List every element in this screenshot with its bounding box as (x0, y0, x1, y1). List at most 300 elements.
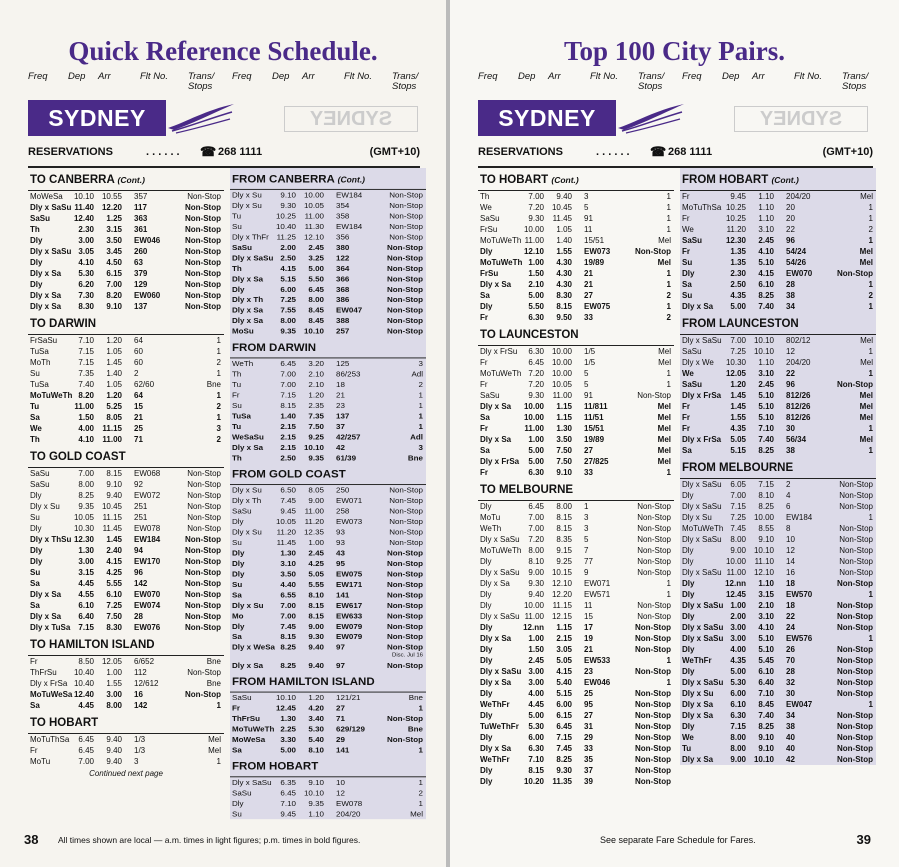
stops: Mel (657, 258, 671, 267)
route-section (28, 711, 224, 778)
flight-row (478, 202, 674, 213)
arr-time: 11.20 (304, 517, 324, 526)
freq: MoTuWeTh (480, 546, 522, 555)
stops: Non-Stop (637, 513, 671, 522)
phone-number: 268 1111 (668, 146, 713, 158)
flight-row (230, 703, 426, 713)
flight-number: 96 (134, 568, 143, 577)
freq: Dly (480, 766, 493, 775)
flight-number: 11/51 (584, 413, 604, 422)
stops: Non-Stop (387, 661, 423, 670)
dep-time: 8.00 (280, 316, 296, 326)
freq: Fr (682, 247, 690, 256)
arr-time: 5.30 (308, 724, 324, 734)
flight-row (28, 346, 224, 357)
arr-time: 8.35 (556, 535, 572, 544)
flight-row (230, 432, 426, 442)
flight-number: 258 (336, 506, 350, 516)
freq: Sa (30, 413, 40, 422)
route-section (680, 168, 876, 312)
flight-row (478, 357, 674, 368)
dep-time: 11.45 (276, 538, 296, 547)
flight-number: 31 (584, 722, 593, 731)
arr-time: 8.15 (308, 611, 324, 621)
stops: 1 (666, 380, 671, 389)
stops: Non-Stop (185, 568, 221, 577)
arr-time: 1.25 (106, 214, 122, 223)
stops: Non-Stop (637, 502, 671, 511)
dep-time: 6.35 (280, 778, 296, 787)
freq: MoWeSa (232, 735, 266, 744)
arr-time: 7.45 (556, 744, 572, 753)
stops: 1 (868, 214, 873, 223)
flight-row (28, 512, 224, 523)
flight-number: 28 (786, 280, 795, 289)
freq: Dly x Sa (30, 269, 62, 278)
stops: Non-Stop (387, 632, 423, 642)
stops: 1 (666, 214, 671, 223)
dep-time: 8.00 (78, 480, 94, 489)
flight-row (230, 693, 426, 703)
dep-time: 5.30 (78, 269, 94, 278)
freq: WeThFr (480, 755, 510, 764)
route-title (680, 456, 876, 479)
flight-number: 54/26 (786, 258, 807, 267)
flight-number: 21 (134, 413, 143, 422)
stops: Non-Stop (185, 546, 221, 555)
stops: 2 (666, 291, 671, 300)
flight-row (478, 534, 674, 545)
footer-note: All times shown are local — a.m. times in light figures; p.m. times in bold figures. (58, 835, 361, 845)
stops: Non-Stop (185, 203, 221, 212)
flight-row (28, 578, 224, 589)
flight-number: 14 (786, 557, 795, 566)
arr-time: 10.10 (753, 755, 774, 764)
dep-time: 6.00 (730, 689, 746, 698)
flight-row (28, 756, 224, 767)
flight-number: 18 (786, 579, 795, 588)
stops: 1 (666, 203, 671, 212)
dep-time: 7.20 (528, 203, 544, 212)
flight-row (28, 379, 224, 390)
flight-number: 27 (584, 291, 593, 300)
flight-row (230, 642, 426, 652)
arr-time: 9.10 (758, 535, 774, 544)
dep-time: 9.45 (730, 192, 746, 201)
header-arr: Arr (752, 71, 765, 82)
arr-time: 10.10 (303, 443, 324, 452)
arr-time: 7.40 (758, 302, 774, 311)
flight-number: 54/24 (786, 247, 807, 256)
arr-time: 8.00 (106, 701, 122, 710)
arr-time: 1.10 (758, 192, 774, 201)
flight-row (478, 191, 674, 202)
dep-time: 3.00 (528, 667, 544, 676)
flight-row (230, 660, 426, 670)
freq: We (480, 203, 492, 212)
route-title-text: TO MELBOURNE (480, 484, 574, 496)
dep-time: 1.30 (280, 714, 296, 724)
stops: Non-Stop (837, 612, 873, 621)
arr-time: 6.10 (106, 590, 122, 599)
flight-number: EW633 (336, 611, 363, 621)
route-title-text: FROM HOBART (682, 174, 769, 186)
flight-number: EW079 (336, 632, 363, 642)
arr-time: 1.45 (106, 358, 122, 367)
flight-number: 63 (134, 258, 143, 267)
dep-time: 7.45 (730, 524, 746, 533)
stops: Non-Stop (837, 755, 873, 764)
reservations-line (28, 146, 420, 164)
arr-time: 9.25 (556, 557, 572, 566)
arr-time: 9.40 (308, 643, 324, 652)
flight-row (478, 368, 674, 379)
flight-number: 33 (584, 468, 593, 477)
freq: Dly x Su (232, 201, 262, 210)
arr-time: 11.10 (754, 557, 774, 566)
flight-number: 96 (786, 236, 795, 245)
flight-number: 21 (584, 280, 593, 289)
route-title-text: TO LAUNCESTON (480, 329, 579, 341)
header-flt: Flt No. (344, 71, 372, 82)
flight-row (230, 537, 426, 547)
arr-time: 10.45 (551, 203, 572, 212)
flight-row (478, 445, 674, 456)
arr-time: 12.20 (551, 590, 572, 599)
left-page (0, 0, 446, 867)
dep-time: 10.00 (523, 402, 544, 411)
freq: Tu (30, 402, 40, 411)
stops: Non-Stop (187, 513, 221, 522)
flight-number: 60 (134, 358, 143, 367)
freq: Tu (232, 380, 242, 389)
flight-number: 28 (134, 612, 143, 621)
route-section (230, 463, 426, 671)
stops: Bne (206, 380, 221, 389)
flight-number: 10 (336, 778, 345, 787)
freq: Dly x SaSu (480, 568, 520, 577)
freq: Dly (682, 722, 695, 731)
flight-number: 77 (584, 557, 593, 566)
flight-row (28, 290, 224, 301)
stops: 1 (418, 703, 423, 713)
arr-time: 5.10 (758, 413, 774, 422)
flight-number: 18 (336, 380, 345, 389)
flight-row (28, 412, 224, 423)
dep-time: 2.15 (280, 422, 296, 431)
freq: Dly x SaSu (682, 623, 724, 632)
dep-time: 9.30 (528, 214, 544, 223)
arr-time: 5.45 (758, 656, 774, 665)
flight-number: 33 (584, 744, 593, 753)
arr-time: 4.15 (556, 667, 572, 676)
freq: Dly x Sa (30, 612, 62, 621)
dep-time: 7.15 (78, 358, 94, 367)
stops: Non-Stop (187, 502, 221, 511)
dep-time: 1.00 (730, 601, 746, 610)
flight-row (680, 257, 876, 268)
flight-number: 34 (786, 302, 795, 311)
flight-row (680, 633, 876, 644)
flight-number: 21 (584, 645, 593, 654)
freq: Dly x SaSu (30, 247, 72, 256)
arr-time: 4.25 (308, 559, 324, 568)
flight-row (28, 257, 224, 268)
flight-number: 26 (786, 645, 795, 654)
dep-time: 8.15 (280, 401, 296, 410)
right-page (450, 0, 899, 867)
arr-time: 8.10 (308, 745, 324, 755)
arr-time: 10.00 (551, 358, 572, 367)
stops: Non-Stop (839, 480, 873, 489)
flight-row (28, 556, 224, 567)
arr-time: 8.25 (758, 291, 774, 300)
stops: Non-Stop (185, 690, 221, 699)
dep-time: 3.00 (78, 236, 94, 245)
flight-number: 12 (336, 788, 345, 798)
freq: MoTu (480, 513, 501, 522)
flight-number: 61/39 (336, 453, 357, 463)
dep-time: 10.10 (73, 192, 94, 201)
flight-row (680, 301, 876, 312)
stops: Non-Stop (185, 590, 221, 599)
stops: Non-Stop (635, 700, 671, 709)
stops: 1 (216, 701, 221, 710)
stops: Non-Stop (839, 524, 873, 533)
stops: 1 (666, 468, 671, 477)
flight-row (478, 688, 674, 699)
stops: Non-Stop (837, 269, 873, 278)
dep-time: 9.30 (528, 391, 544, 400)
flight-row (680, 545, 876, 556)
arr-time: 8.10 (308, 590, 324, 600)
flight-number: 94 (134, 546, 143, 555)
page-number: 39 (856, 832, 871, 847)
flight-row (28, 622, 224, 633)
freq: Fr (480, 380, 488, 389)
dep-time: 6.45 (528, 358, 544, 367)
flight-number: 15/51 (584, 424, 605, 433)
flight-row (680, 578, 876, 589)
stops: Non-Stop (389, 211, 423, 221)
route-section (230, 755, 426, 819)
route-section (28, 633, 224, 711)
flight-row (230, 745, 426, 755)
arr-time: 1.15 (556, 623, 572, 632)
flight-row (230, 611, 426, 621)
arr-time: 6.15 (106, 269, 122, 278)
freq: Dly (682, 557, 694, 566)
flight-row (680, 390, 876, 401)
flight-number: EW078 (134, 524, 161, 533)
flight-row (28, 390, 224, 401)
stops: Non-Stop (837, 380, 873, 389)
route-section (680, 312, 876, 456)
flight-row (230, 506, 426, 516)
flight-row (680, 600, 876, 611)
stops: Non-Stop (635, 766, 671, 775)
flight-number: 97 (336, 661, 345, 670)
flight-number: 40 (786, 733, 795, 742)
stops: Mel (859, 391, 873, 400)
dep-time: 2.50 (280, 253, 296, 263)
reservations-line (478, 146, 873, 164)
flight-number: EW073 (336, 517, 363, 526)
flight-row (28, 745, 224, 756)
flight-row (478, 312, 674, 323)
freq: ThFrSu (232, 714, 260, 724)
stops: 1 (666, 192, 671, 201)
dep-time: 8.50 (78, 657, 94, 666)
freq: Th (232, 453, 242, 463)
freq: Dly (682, 590, 695, 599)
stops: 2 (868, 291, 873, 300)
arr-time: 1.05 (106, 347, 122, 356)
dep-time: 1.30 (78, 546, 94, 555)
flight-row (28, 279, 224, 290)
arr-time: 12.20 (101, 203, 122, 212)
stops: 1 (666, 269, 671, 278)
wing-logo-icon (616, 102, 686, 134)
arr-time: 7.10 (758, 689, 774, 698)
dep-time: 7.55 (280, 306, 296, 315)
freq: Fr (480, 424, 488, 433)
flight-number: 16 (786, 568, 795, 577)
flight-row (680, 512, 876, 523)
stops: Non-Stop (185, 247, 221, 256)
stops: 1 (868, 446, 873, 455)
flight-row (230, 221, 426, 231)
dep-time: 6.05 (730, 480, 746, 489)
arr-time: 1.20 (106, 336, 122, 345)
stops: Non-Stop (387, 316, 423, 326)
arr-time: 3.50 (106, 236, 122, 245)
arr-time: 2.10 (758, 601, 774, 610)
flight-number: 39 (584, 777, 593, 786)
flight-number: 3 (134, 757, 139, 766)
dep-time: 3.00 (528, 678, 544, 687)
dep-time: 7.00 (78, 469, 94, 478)
flight-number: 60 (134, 347, 143, 356)
header-dep: Dep (722, 71, 740, 82)
stops: Non-Stop (389, 506, 423, 516)
header-flt: Flt No. (590, 71, 618, 82)
dep-time: 11.00 (74, 402, 94, 411)
dep-time: 4.45 (528, 700, 544, 709)
stops: Non-Stop (839, 502, 873, 511)
dep-time: 8.10 (528, 557, 544, 566)
arr-time: 1.10 (758, 358, 774, 367)
stops: Non-Stop (185, 280, 221, 289)
flight-row (478, 776, 674, 787)
stops: Non-Stop (635, 623, 671, 632)
stops: 1 (868, 347, 873, 356)
dep-time: 7.15 (78, 347, 94, 356)
stops: Non-Stop (637, 546, 671, 555)
stops: Non-Stop (839, 491, 873, 500)
stops: Non-Stop (839, 546, 873, 555)
arr-time: 8.30 (106, 623, 122, 632)
arr-time: 11.30 (304, 222, 324, 231)
dep-time: 1.50 (528, 645, 544, 654)
city-banner (28, 100, 420, 136)
freq: Fr (682, 424, 690, 433)
disc-note: Disc. Jul 16 (391, 652, 423, 659)
stops: 1 (666, 225, 671, 234)
dep-time: 7.00 (730, 336, 746, 345)
flight-number: 71 (336, 714, 345, 724)
dep-time: 2.00 (730, 612, 746, 621)
stops: Non-Stop (839, 568, 873, 577)
freq: Dly (480, 711, 493, 720)
dep-time: 3.30 (280, 735, 296, 744)
freq: Dly x Sa (480, 402, 512, 411)
stops: Non-Stop (389, 538, 423, 547)
freq: Dly x SaSu (682, 480, 722, 489)
flight-row (28, 423, 224, 434)
dep-time: 5.00 (730, 667, 746, 676)
flight-row (478, 434, 674, 445)
flight-number: 37 (336, 422, 345, 431)
flight-number: 1/3 (134, 746, 146, 755)
flight-row (680, 268, 876, 279)
arr-time: 3.10 (758, 369, 774, 378)
dep-time: 6.10 (78, 601, 94, 610)
stops: Non-Stop (635, 722, 671, 731)
dep-time: 3.05 (78, 247, 94, 256)
stops: Non-Stop (389, 496, 423, 506)
route-title-text: TO GOLD COAST (30, 451, 126, 463)
flight-number: 3 (584, 192, 589, 201)
flight-number: EW171 (336, 580, 363, 589)
flight-row (28, 301, 224, 312)
flight-number: 37 (584, 766, 593, 775)
flight-number: 25 (584, 689, 593, 698)
flight-row (680, 279, 876, 290)
freq: Dly x Sa (232, 661, 264, 670)
flight-row (478, 290, 674, 301)
freq: Sa (682, 280, 692, 289)
flight-number: 70 (786, 656, 795, 665)
freq: MoWeSa (30, 192, 63, 201)
flight-row (230, 326, 426, 336)
stops: Non-Stop (837, 744, 873, 753)
flight-row (28, 567, 224, 578)
stops: Non-Stop (389, 232, 423, 242)
arr-time: 6.40 (758, 678, 774, 687)
freq: Sa (480, 413, 490, 422)
flight-row (230, 713, 426, 723)
flight-row (478, 467, 674, 478)
flight-row (478, 600, 674, 611)
stops: 2 (868, 225, 873, 234)
dep-time: 11.25 (276, 232, 296, 242)
dep-time: 7.30 (78, 291, 94, 300)
arr-time: 1.15 (556, 402, 572, 411)
freq: Dly x Sa (232, 443, 264, 452)
dep-time: 2.30 (78, 225, 94, 234)
dep-time: 7.20 (528, 369, 544, 378)
arr-time: 7.10 (758, 424, 774, 433)
freq: WeSaSu (232, 432, 264, 442)
flight-number: 21 (336, 390, 345, 400)
stops: Non-Stop (387, 714, 423, 724)
freq: Dly x SaSu (232, 253, 274, 263)
freq: Su (232, 580, 243, 589)
arr-time: 11.00 (552, 391, 572, 400)
flight-number: EW068 (134, 469, 161, 478)
stops: 1 (216, 413, 221, 422)
